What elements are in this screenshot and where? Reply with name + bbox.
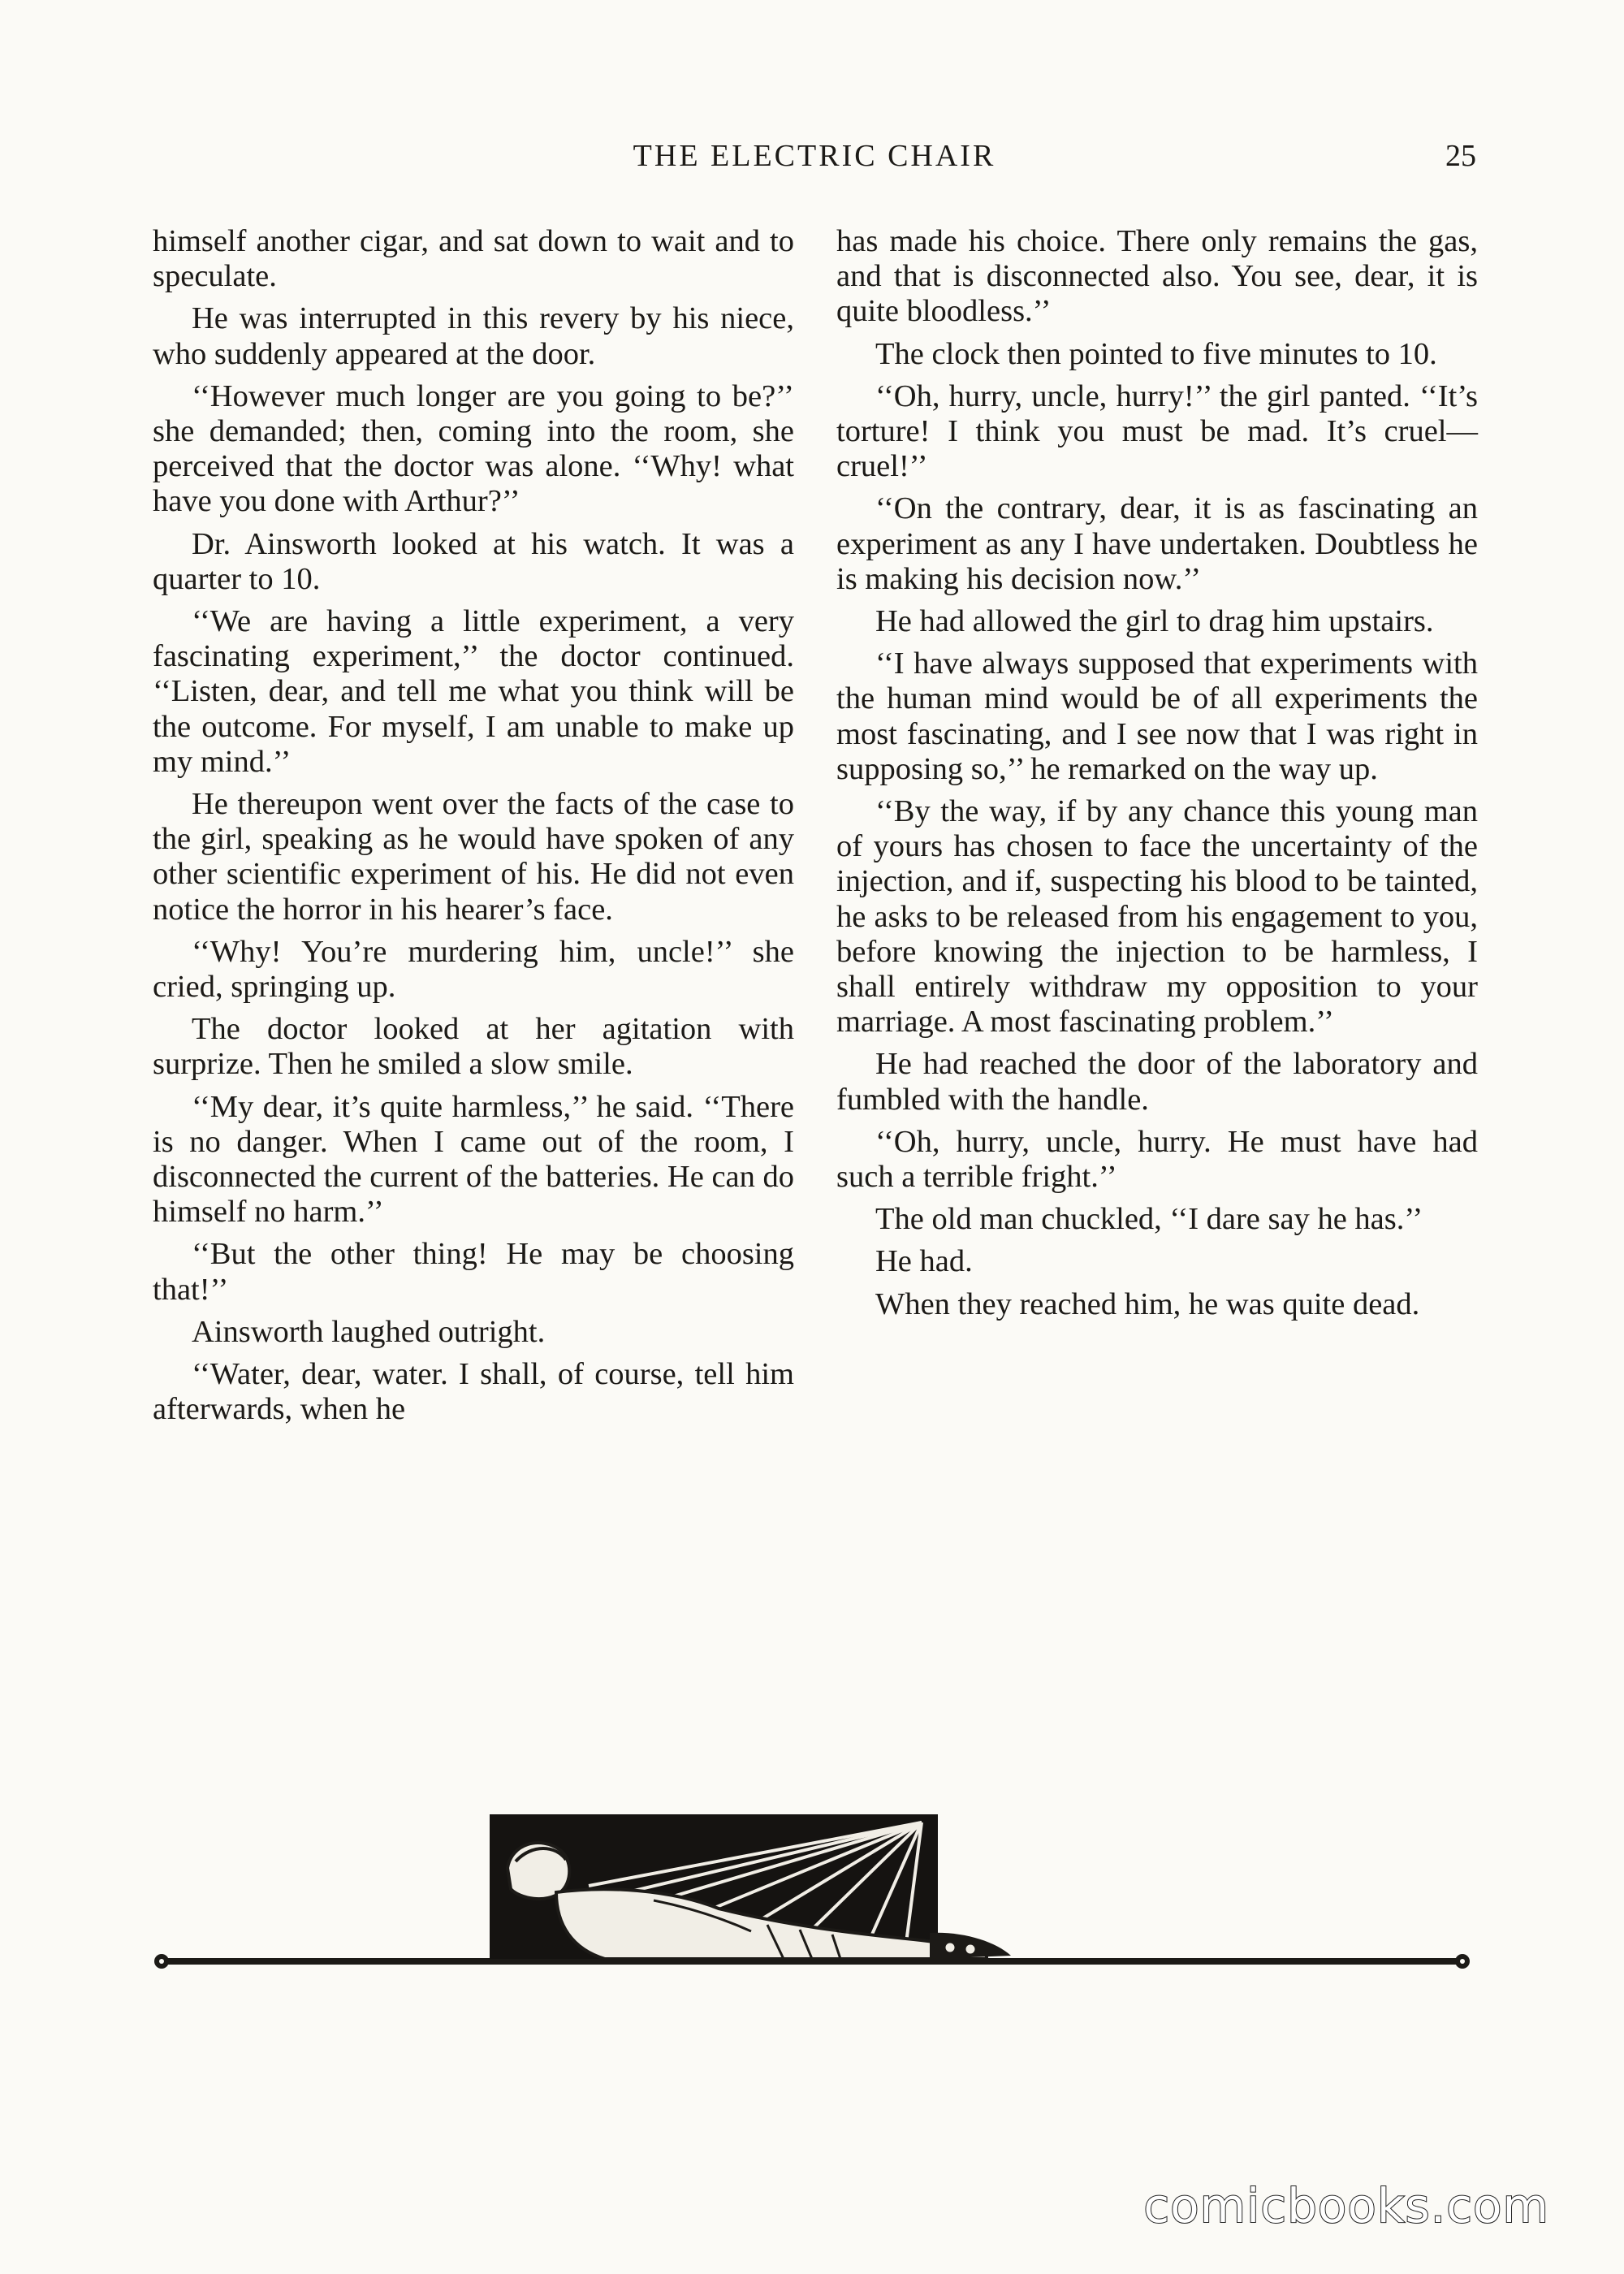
paragraph: ‘‘Oh, hurry, uncle, hurry!’’ the girl panted. ‘‘It’s torture! I think you must be mad. It’s cruel—cruel!’’	[836, 378, 1478, 484]
paragraph: ‘‘I have always supposed that experiments with the human mind would be of all experiments the most fascinating, and I see now that I was right in supposing so,’’ he remarked on the way up.	[836, 646, 1478, 786]
right-column	[836, 224, 1478, 1329]
watermark: comicbooks.com	[1143, 2178, 1549, 2233]
paragraph: The old man chuckled, ‘‘I dare say he has.’’	[875, 1202, 1423, 1237]
paragraph: He had reached the door of the laboratory and fumbled with the handle.	[836, 1047, 1478, 1117]
paragraph: ‘‘On the contrary, dear, it is as fascinating an experiment as any I have undertaken. Doubtless he is making his decision now.’’	[836, 491, 1478, 596]
page-number: 25	[1445, 139, 1476, 173]
paragraph: himself another cigar, and sat down to wait and to speculate.	[153, 224, 794, 294]
paragraph: He was interrupted in this revery by his niece, who suddenly appeared at the door.	[153, 301, 794, 371]
paragraph: Dr. Ainsworth looked at his watch. It was a quarter to 10.	[153, 526, 794, 596]
end-illustration	[150, 1811, 1474, 1990]
paragraph: ‘‘My dear, it’s quite harmless,’’ he said. ‘‘There is no danger. When I came out of the room, I disconnected the current of the batteries. He can do himself no harm.’’	[153, 1089, 794, 1230]
paragraph: He thereupon went over the facts of the case to the girl, speaking as he would have spoken of any other scientific experiment of his. He did not even notice the horror in his hearer’s face.	[153, 787, 794, 927]
paragraph: ‘‘Water, dear, water. I shall, of course, tell him afterwards, when he	[153, 1357, 794, 1427]
left-column	[153, 224, 794, 1435]
paragraph: ‘‘Why! You’re murdering him, uncle!’’ she cried, springing up.	[153, 934, 794, 1005]
paragraph: ‘‘We are having a little experiment, a very fascinating experiment,’’ the doctor continued. ‘‘Listen, dear, and tell me what you think will be the outcome. For myself, I am unable to make up my mind.’’	[153, 604, 794, 779]
paragraph: The clock then pointed to five minutes to 10.	[875, 336, 1437, 371]
paragraph: He had.	[875, 1244, 973, 1279]
running-title: THE ELECTRIC CHAIR	[633, 139, 996, 173]
paragraph: He had allowed the girl to drag him upstairs.	[875, 604, 1434, 639]
paragraph: ‘‘By the way, if by any chance this young man of yours has chosen to face the uncertainty of the injection, and if, suspecting his blood to be tainted, he asks to be released from his engagement to you, before knowing the injection to be harmless, I shall entirely withdraw my opposition to your marriage. A most fascinating problem.’’	[836, 794, 1478, 1040]
paragraph: The doctor looked at her agitation with surprize. Then he smiled a slow smile.	[153, 1012, 794, 1082]
paragraph: ‘‘However much longer are you going to be?’’ she demanded; then, coming into the room, she perceived that the doctor was alone. ‘‘Why! what have you done with Arthur?’’	[153, 378, 794, 519]
paragraph: When they reached him, he was quite dead.	[875, 1286, 1420, 1321]
paragraph: ‘‘But the other thing! He may be choosing that!’’	[153, 1237, 794, 1307]
paragraph: has made his choice. There only remains the gas, and that is disconnected also. You see, dear, it is quite bloodless.’’	[836, 224, 1478, 329]
paragraph: Ainsworth laughed outright.	[192, 1314, 546, 1349]
paragraph: ‘‘Oh, hurry, uncle, hurry. He must have had such a terrible fright.’’	[836, 1124, 1478, 1195]
page-header	[153, 138, 1476, 187]
